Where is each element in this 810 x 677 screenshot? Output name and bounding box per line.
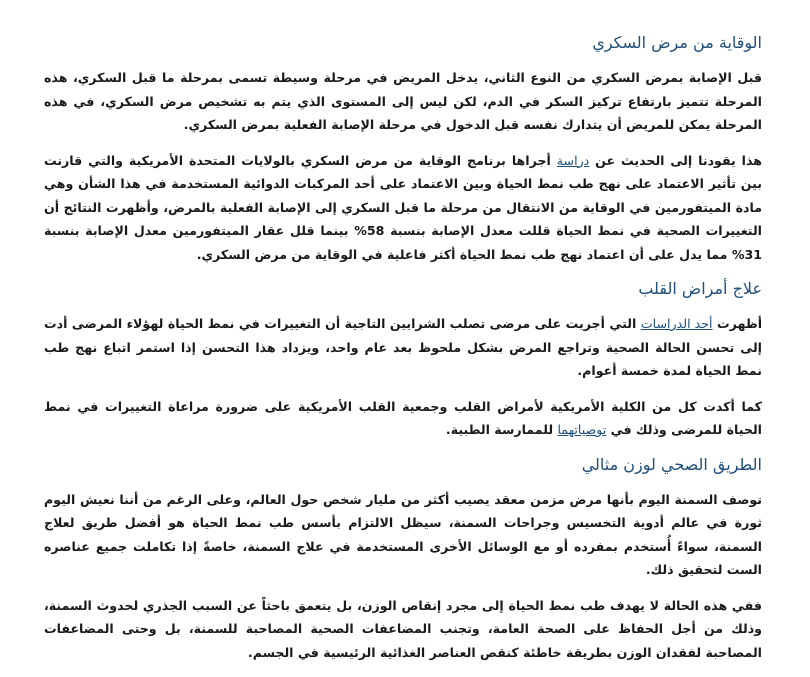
recommendations-link[interactable]: توصياتهما: [557, 422, 607, 437]
section-heading: الطريق الصحي لوزن مثالي: [581, 454, 762, 474]
paragraph-text: أجراها برنامج الوقاية من مرض السكري بالولايات المتحدة الأمريكية والتي قارنت بين تأثير الاعتماد على نهج طب نمط الحياة وبين الاعتماد على أحد المركبات الدوائية المستخدمة في هذا الشأن وهي مادة الميتفورمين في الوقاية من الانتقال من مرحلة ما قبل السكري إلى الإصابة الفعلية بالمرض، وأظهرت النتائج أن التغييرات الصحية في نمط الحياة قللت معدل الإصابة بنسبة 58% بينما قلل عقار الميتفورمين معدل الإصابة بنسبة 31% مما يدل على أن اعتماد نهج طب نمط الحياة أكثر فاعلية في الوقاية من مرض السكري.: [44, 152, 762, 262]
paragraph: [44, 312, 762, 383]
section-heading: علاج أمراض القلب: [638, 279, 762, 298]
paragraph-text: أظهرت: [712, 316, 763, 331]
paragraph-text: التي أجريت على مرضى تصلب الشرايين التاجية أن التغييرات في نمط الحياة لهؤلاء المرضى أدت إلى تحسن الحالة الصحية وتراجع المرض بشكل ملحوظ بعد عام واحد، ويزداد هذا التحسن إذا استمر اتباع نهج طب نمط الحياة لمدة خمسة أعوام.: [44, 316, 762, 378]
paragraph: [44, 395, 762, 442]
paragraph: [44, 488, 762, 582]
paragraph: [44, 594, 762, 665]
paragraph: [44, 149, 762, 267]
section-heart-disease-treatment: [44, 278, 762, 442]
paragraph-text: قبل الإصابة بمرض السكري من النوع الثاني، يدخل المريض في مرحلة وسيطة تسمى بمرحلة ما قبل السكري، هذه المرحلة تتميز بارتفاع تركيز السكر في الدم، لكن ليس إلى المستوى الذي يتم به تشخيص مرض السكري، في هذه المرحلة يمكن للمريض أن يتدارك نفسه قبل الدخول في مرحلة الإصابة الفعلية بمرض السكري.: [44, 70, 762, 132]
studies-link[interactable]: أحد الدراسات: [640, 316, 713, 331]
study-link[interactable]: دراسة: [556, 152, 590, 168]
section-heading: الوقاية من مرض السكري: [592, 33, 762, 52]
paragraph-text: للممارسة الطبية.: [445, 422, 558, 437]
paragraph-text: هذا يقودنا إلى الحديث عن: [589, 152, 762, 168]
paragraph-text: ففي هذه الحالة لا يهدف طب نمط الحياة إلى مجرد إنقاص الوزن، بل يتعمق باحثاً عن السبب الجذري لحدوث السمنة، وذلك من أجل الحفاظ على الصحة العامة، وتجنب المضاعفات الصحية المصاحبة للسمنة، بل وحتى المضاعفات المصاحبة لفقدان الوزن بطريقة خاطئة كنقص العناصر الغذائية الرئيسية في الجسم.: [44, 597, 762, 660]
section-healthy-weight: [44, 454, 762, 665]
section-diabetes-prevention: [44, 32, 762, 266]
paragraph-text: كما أكدت كل من الكلية الأمريكية لأمراض القلب وجمعية القلب الأمريكية على ضرورة مراعاة التغييرات في نمط الحياة للمرضى وذلك في: [44, 398, 762, 437]
paragraph: [44, 66, 762, 137]
paragraph-text: توصف السمنة اليوم بأنها مرض مزمن معقد يصيب أكثر من مليار شخص حول العالم، وعلى الرغم من أننا نعيش اليوم ثورة في عالم أدوية التخسيس وجراحات السمنة، سيظل الالتزام بأسس طب نمط الحياة هو أفضل طريق لعلاج السمنة، سواءً أُستخدم بمفرده أو مع الوسائل الأخرى المستخدمة في علاج السمنة، خاصةً إذا تكاملت جميع عناصره الست لتحقيق ذلك.: [44, 491, 762, 577]
